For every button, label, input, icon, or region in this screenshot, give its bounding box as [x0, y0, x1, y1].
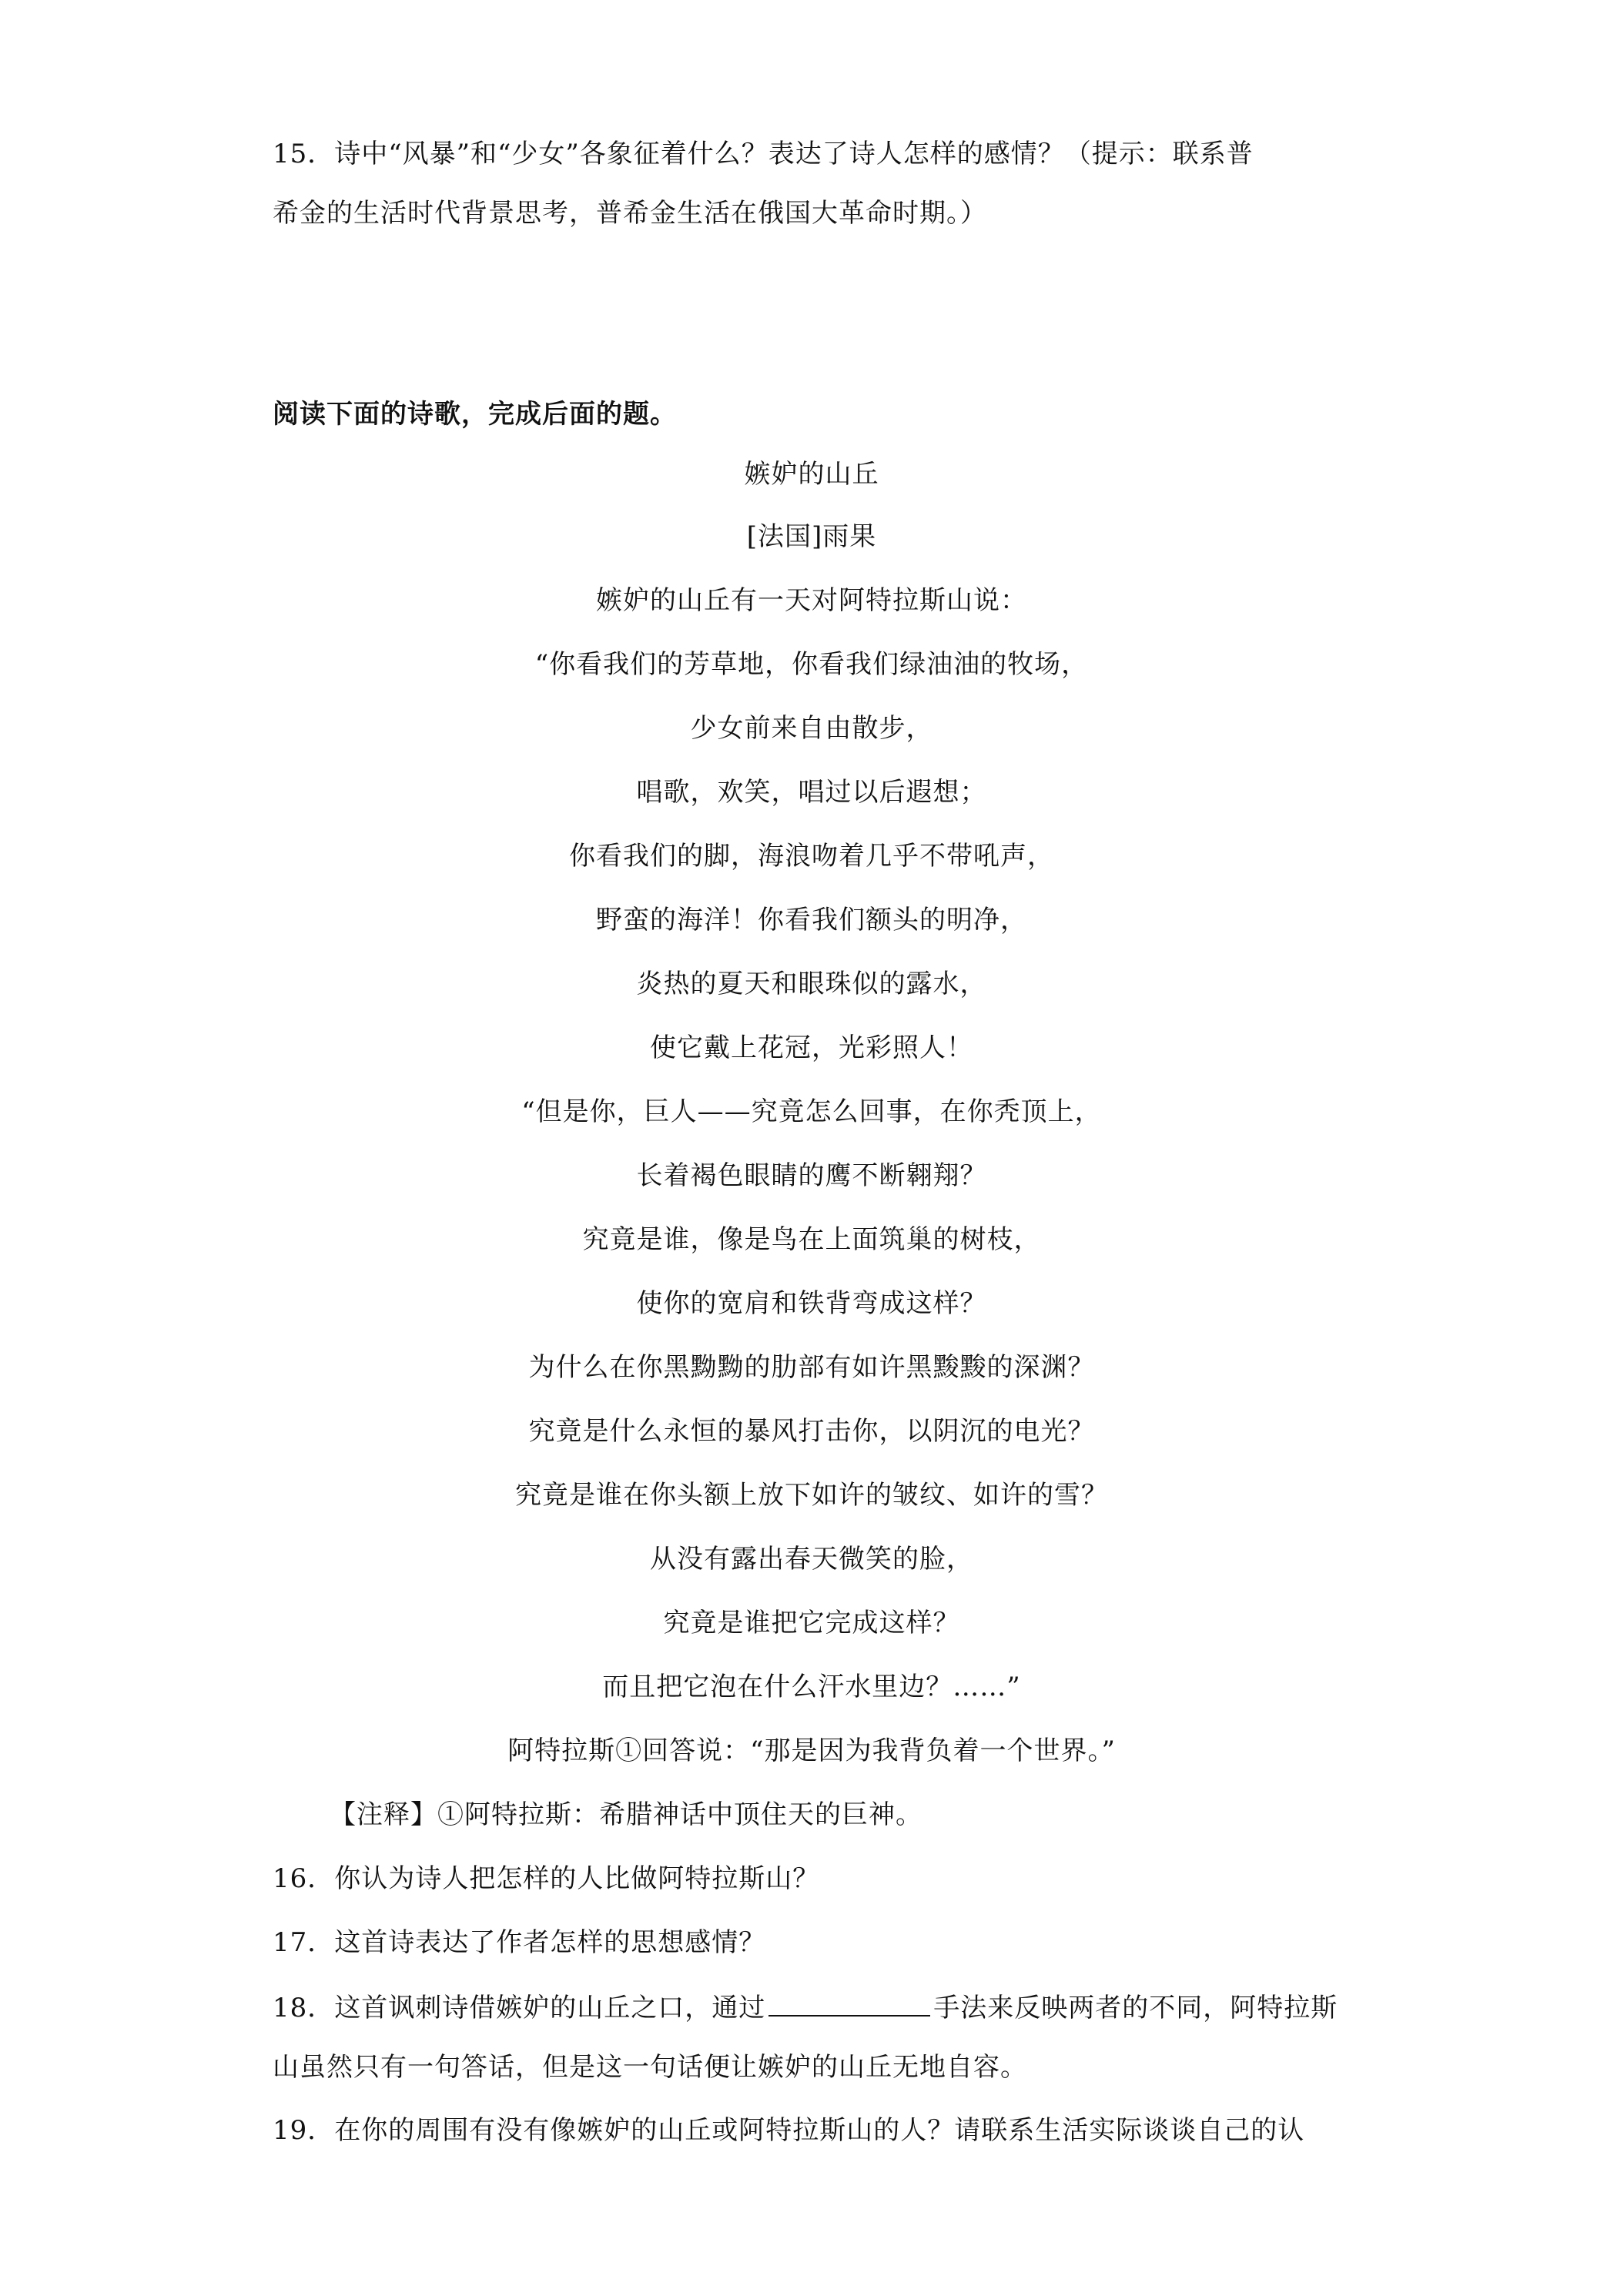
poem-line: 究竟是什么永恒的暴风打击你，以阴沉的电光？	[528, 1416, 1095, 1447]
poem-line: 嫉妒的山丘有一天对阿特拉斯山说：	[596, 585, 1027, 616]
question-17: 17．这首诗表达了作者怎样的思想感情？	[273, 1927, 766, 1958]
poem-author: [法国]雨果	[746, 521, 877, 552]
question-18-line-2: 山虽然只有一句答话，但是这一句话便让嫉妒的山丘无地自容。	[273, 2052, 1027, 2083]
answer-blank[interactable]	[768, 1992, 930, 2017]
question-18-text-after-blank: 手法来反映两者的不同，阿特拉斯	[933, 1993, 1338, 2023]
poem-line: 唱歌，欢笑，唱过以后遐想；	[636, 777, 987, 808]
poem-title: 嫉妒的山丘	[744, 459, 879, 490]
poem-line: 从没有露出春天微笑的脸，	[650, 1544, 973, 1575]
poem-line: 阿特拉斯①回答说：“那是因为我背负着一个世界。”	[507, 1735, 1116, 1766]
poem-line: 究竟是谁在你头额上放下如许的皱纹、如许的雪？	[515, 1480, 1108, 1511]
question-15-line-2: 希金的生活时代背景思考，普希金生活在俄国大革命时期。）	[273, 198, 987, 229]
question-18-line-1	[273, 1992, 1338, 2023]
poem-line: 长着褐色眼睛的鹰不断翱翔？	[636, 1160, 987, 1191]
poem-line: “但是你，巨人——究竟怎么回事，在你秃顶上，	[521, 1096, 1102, 1127]
poem-line: 你看我们的脚，海浪吻着几乎不带吼声，	[569, 841, 1054, 872]
poem-line: 究竟是谁把它完成这样？	[663, 1608, 960, 1638]
section-instruction: 阅读下面的诗歌，完成后面的题。	[273, 399, 677, 430]
poem-line: 究竟是谁，像是鸟在上面筑巢的树枝，	[582, 1224, 1041, 1255]
poem-line: 使你的宽肩和铁背弯成这样？	[636, 1288, 987, 1319]
annotation-note: 【注释】①阿特拉斯：希腊神话中顶住天的巨神。	[330, 1799, 922, 1830]
question-15-line-1: 15．诗中“风暴”和“少女”各象征着什么？表达了诗人怎样的感情？（提示：联系普	[273, 139, 1254, 169]
poem-line: 野蛮的海洋！你看我们额头的明净，	[596, 905, 1027, 935]
poem-line: 而且把它泡在什么汗水里边？……”	[602, 1672, 1021, 1702]
question-18-text-before-blank: 18．这首讽刺诗借嫉妒的山丘之口，通过	[273, 1993, 766, 2023]
poem-line: 为什么在你黑黝黝的肋部有如许黑黢黢的深渊？	[528, 1352, 1095, 1383]
question-19: 19．在你的周围有没有像嫉妒的山丘或阿特拉斯山的人？请联系生活实际谈谈自己的认	[273, 2115, 1305, 2146]
poem-line: “你看我们的芳草地，你看我们绿油油的牧场，	[534, 649, 1089, 680]
question-16: 16．你认为诗人把怎样的人比做阿特拉斯山？	[273, 1863, 820, 1894]
poem-line: 炎热的夏天和眼珠似的露水，	[636, 969, 987, 999]
poem-line: 使它戴上花冠，光彩照人！	[650, 1033, 973, 1063]
poem-line: 少女前来自由散步，	[690, 713, 933, 744]
